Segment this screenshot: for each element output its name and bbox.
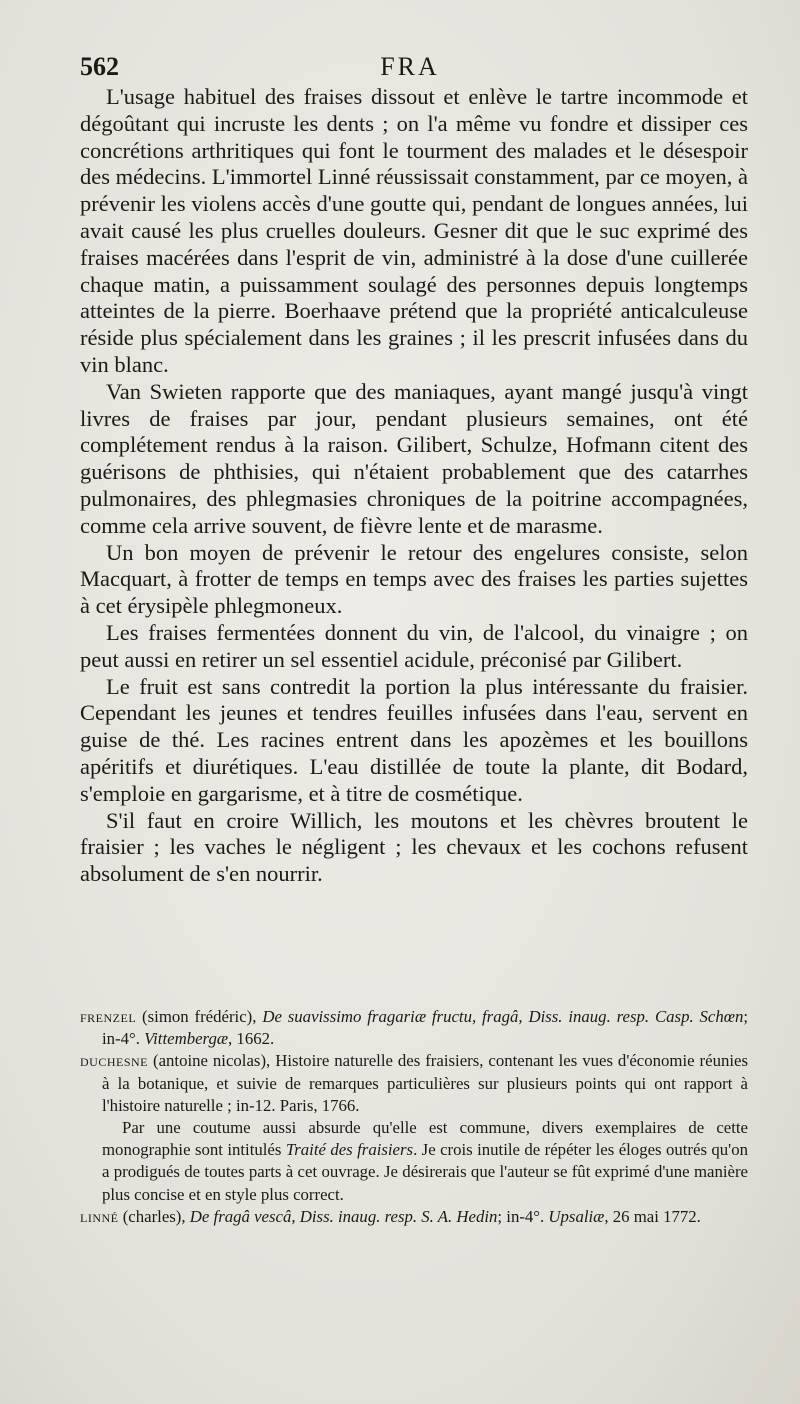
- reference-author: frenzel: [80, 1007, 137, 1026]
- reference-author: linné: [80, 1206, 119, 1226]
- paragraph-1: L'usage habituel des fraises dissout et enlève le tartre incommode et dégoûtant qui incruste les dents ; on l'a même vu fondre et dissiper ces concrétions arthritiques qui font le tourment des malades et le désespoir des médecins. L'immortel Linné réussissait constamment, par ce moyen, à prévenir les violens accès d'une goutte qui, pendant de longues années, lui avait causé les plus cruelles douleurs. Gesner dit que le suc exprimé des fraises macérées dans l'esprit de vin, administré à la dose d'une cuillerée chaque matin, a puissamment soulagé des personnes depuis longtemps atteintes de la pierre. Boerhaave prétend que la propriété anticalculeuse réside plus spécialement dans les graines ; il les prescrit infusées dans du vin blanc.: [80, 84, 748, 377]
- note-after: . Je crois inutile de répéter les éloges outrés qu'on a prodigués de toutes parts à cet ouvrage. Je désirerais que l'auteur se fût exprimé d'une manière plus concise et en style plus correct.: [102, 1140, 748, 1204]
- reference-linne: [80, 1206, 748, 1228]
- reference-names: (antoine nicolas),: [148, 1051, 276, 1071]
- reference-names: (charles),: [118, 1206, 190, 1226]
- paragraph-3: Un bon moyen de prévenir le retour des engelures consiste, selon Macquart, à frotter de temps en temps avec des fraises les parties sujettes à cet érysipèle phlegmoneux.: [80, 539, 748, 619]
- reference-rest: ; in-4°.: [497, 1206, 549, 1226]
- running-head: FRA: [380, 52, 440, 81]
- reference-date: , 1662.: [228, 1029, 275, 1049]
- paragraph-2: Van Swieten rapporte que des maniaques, ayant mangé jusqu'à vingt livres de fraises par jour, pendant plusieurs semaines, ont été complétement rendus à la raison. Gilibert, Schulze, Hofmann citent des guérisons de phthisies, qui n'étaient probablement que des catarrhes pulmonaires, des phlegmasies chroniques de la poitrine accompagnées, comme cela arrive souvent, de fièvre lente et de marasme.: [80, 378, 748, 538]
- reference-title: De suavissimo fragariæ fructu, fragâ, Diss. inaug. resp. Casp. Schœn: [262, 1007, 744, 1026]
- paragraph-5: Le fruit est sans contredit la portion la plus intéressante du fraisier. Cependant les jeunes et tendres feuilles infusées dans l'eau, servent en guise de thé. Les racines entrent dans les apozèmes et les bouillons apéritifs et diurétiques. L'eau distillée de toute la plante, dit Bodard, s'emploie en gargarisme, et à titre de cosmétique.: [80, 673, 748, 806]
- note-title: Traité des fraisiers: [285, 1140, 414, 1160]
- reference-duchesne: [80, 1050, 748, 1117]
- reference-rest: Histoire naturelle des fraisiers, contenant les vues d'économie réunies à la botanique, et suivie de remarques particulières sur plusieurs points qui ont rapport à l'histoire naturelle ; in-12. Paris, 1766.: [102, 1051, 748, 1115]
- page-header: [80, 52, 740, 86]
- reference-date: , 26 mai 1772.: [604, 1206, 701, 1226]
- paragraph-4: Les fraises fermentées donnent du vin, de l'alcool, du vinaigre ; on peut aussi en retirer un sel essentiel acidule, préconisé par Gilibert.: [80, 619, 748, 672]
- reference-rest: ; in-4°.: [102, 1007, 749, 1049]
- page-number: 562: [80, 52, 119, 81]
- bibliography: [80, 1006, 748, 1228]
- reference-note: [80, 1117, 748, 1206]
- main-text: [80, 84, 748, 888]
- note-before: Par une coutume aussi absurde qu'elle est commune, divers exemplaires de cette monographie sont intitulés: [102, 1118, 748, 1160]
- reference-author: duchesne: [80, 1051, 149, 1071]
- reference-place: Vittembergæ: [144, 1029, 229, 1049]
- reference-frenzel: [80, 1006, 748, 1050]
- reference-title: De fragâ vescâ, Diss. inaug. resp. S. A. Hedin: [189, 1206, 498, 1226]
- reference-names: (simon frédéric),: [136, 1007, 263, 1026]
- paragraph-6: S'il faut en croire Willich, les moutons et les chèvres broutent le fraisier ; les vaches le négligent ; les chevaux et les cochons refusent absolument de s'en nourrir.: [80, 807, 748, 887]
- reference-place: Upsaliæ: [548, 1206, 605, 1226]
